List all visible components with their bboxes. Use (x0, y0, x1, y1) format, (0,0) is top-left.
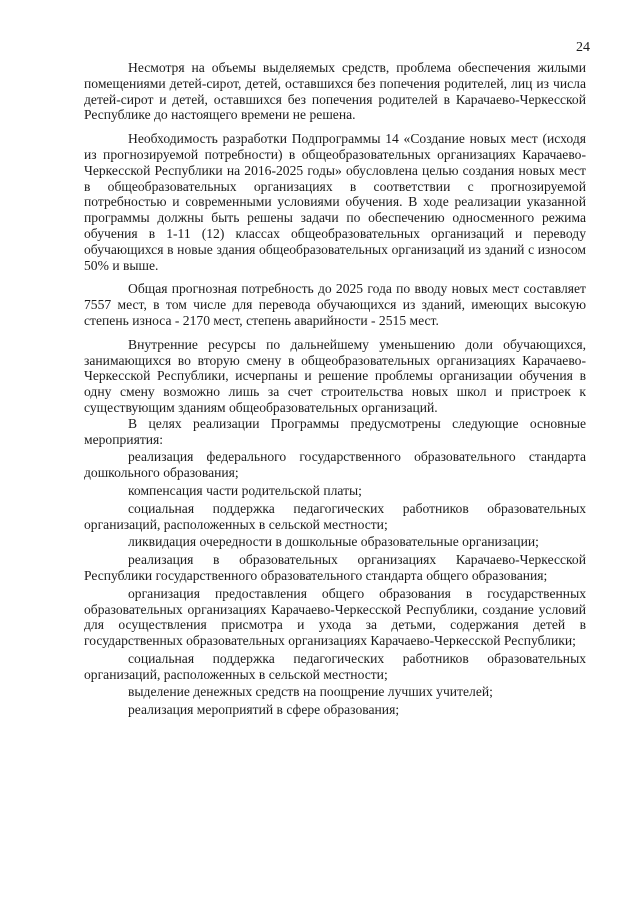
paragraph: Общая прогнозная потребность до 2025 года по вводу новых мест составляет 7557 мест, в том числе для перевода обучающихся из зданий, имеющих высокую степень износа - 2170 мест, степень аварийности - 2515 мест. (84, 281, 586, 328)
measure-list-item: выделение денежных средств на поощрение лучших учителей; (128, 684, 493, 700)
paragraph: Внутренние ресурсы по дальнейшему уменьшению доли обучающихся, занимающихся во вторую смену в общеобразовательных организациях Карачаево-Черкесской Республики, исчерпаны и решение проблемы организации обучения в одну смену возможно лишь за счет строительства новых школ и пристроек к существующим зданиям общеобразовательных организаций. (84, 336, 586, 415)
measure-list-item: реализация федерального государственного образовательного стандарта дошкольного образования; (84, 449, 586, 481)
page-number: 24 (576, 40, 590, 55)
measure-list-item: социальная поддержка педагогических работников образовательных организаций, расположенных в сельской местности; (84, 650, 586, 682)
paragraph: Необходимость разработки Подпрограммы 14 «Создание новых мест (исходя из прогнозируемой потребности) в общеобразовательных организациях Карачаево-Черкесской Республики на 2016-2025 годы» обусловлена целью создания новых мест в общеобразовательных организациях в соответствии с прогнозируемой потребностью и современными условиями обучения. В ходе реализации указанной программы должны быть решены задачи по обеспечению односменного режима обучения в 1-11 (12) классах общеобразовательных организаций и переводу обучающихся в новые здания общеобразовательных организаций из зданий с износом 50% и выше. (84, 131, 586, 273)
measure-list-item: реализация в образовательных организациях Карачаево-Черкесской Республики государственного образовательного стандарта общего образования; (84, 552, 586, 583)
measure-list-item: социальная поддержка педагогических работников образовательных организаций, расположенных в сельской местности; (84, 500, 586, 532)
measure-list-item: реализация мероприятий в сфере образования; (128, 702, 400, 718)
paragraph: Несмотря на объемы выделяемых средств, проблема обеспечения жилыми помещениями детей-сирот, детей, оставшихся без попечения родителей, лиц из числа детей-сирот и детей, оставшихся без попечения родителей в Карачаево-Черкесской Республике до настоящего времени не решена. (84, 60, 586, 123)
paragraph: В целях реализации Программы предусмотрены следующие основные мероприятия: (84, 415, 586, 447)
measure-list-item: организация предоставления общего образования в государственных образовательных организациях Карачаево-Черкесской Республики, создание условий для осуществления присмотра и ухода за детьми, содержания детей в государственных образовательных организациях Карачаево-Черкесской Республики; (84, 585, 586, 649)
measure-list-item: ликвидация очередности в дошкольные образовательные организации; (128, 534, 539, 550)
document-body (84, 60, 586, 718)
measure-list-item: компенсация части родительской платы; (128, 482, 362, 498)
